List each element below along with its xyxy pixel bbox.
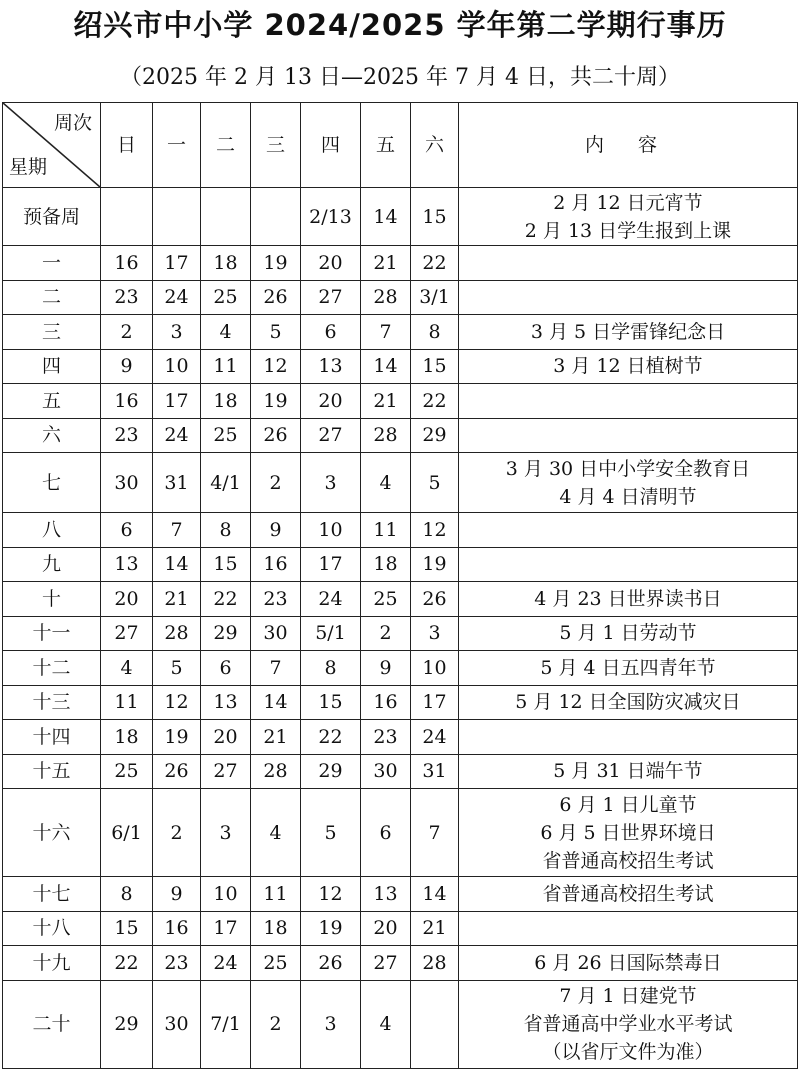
event-line: 3 月 5 日学雷锋纪念日	[530, 320, 726, 343]
week-number-cell: 十五	[3, 754, 101, 789]
date-cell-sun: 13	[101, 547, 153, 582]
week-number-cell: 二十	[3, 980, 101, 1068]
date-cell-tue: 6	[201, 651, 251, 686]
date-cell-sun: 20	[101, 582, 153, 617]
date-cell-thu: 3	[301, 453, 361, 513]
week-row	[3, 513, 798, 548]
event-line: 6 月 1 日儿童节	[559, 793, 697, 816]
week-number-cell: 十四	[3, 720, 101, 755]
event-line: 5 月 12 日全国防灾减灾日	[515, 691, 741, 714]
date-cell-thu: 20	[301, 384, 361, 419]
date-cell-mon: 5	[153, 651, 201, 686]
date-cell-sat: 17	[411, 685, 459, 720]
date-cell-fri: 23	[361, 720, 411, 755]
date-cell-mon: 21	[153, 582, 201, 617]
date-cell-thu: 6	[301, 315, 361, 350]
date-cell-mon: 23	[153, 946, 201, 981]
date-cell-fri: 21	[361, 384, 411, 419]
date-cell-tue: 13	[201, 685, 251, 720]
event-line: 省普通高中学业水平考试	[523, 1013, 733, 1035]
date-cell-thu: 15	[301, 685, 361, 720]
date-cell-sun: 15	[101, 911, 153, 946]
date-cell-sun: 16	[101, 384, 153, 419]
event-content-cell	[459, 349, 798, 384]
week-row	[3, 188, 798, 246]
date-cell-fri: 20	[361, 911, 411, 946]
date-cell-fri: 6	[361, 789, 411, 877]
date-cell-fri: 30	[361, 754, 411, 789]
date-cell-tue: 20	[201, 720, 251, 755]
week-number-cell: 四	[3, 349, 101, 384]
date-cell-mon: 16	[153, 911, 201, 946]
date-cell-sun: 22	[101, 946, 153, 981]
week-number-cell: 五	[3, 384, 101, 419]
date-cell-thu: 20	[301, 246, 361, 281]
date-cell-sat: 15	[411, 349, 459, 384]
date-cell-fri: 27	[361, 946, 411, 981]
date-cell-wed: 28	[251, 754, 301, 789]
date-cell-sat: 8	[411, 315, 459, 350]
date-cell-sat: 22	[411, 246, 459, 281]
date-cell-thu: 22	[301, 720, 361, 755]
date-cell-wed: 16	[251, 547, 301, 582]
day-header-sat: 六	[411, 103, 459, 188]
date-cell-mon: 24	[153, 418, 201, 453]
date-cell-thu: 29	[301, 754, 361, 789]
date-cell-tue: 25	[201, 280, 251, 315]
week-row	[3, 315, 798, 350]
date-cell-mon: 24	[153, 280, 201, 315]
date-cell-sat: 3/1	[411, 280, 459, 315]
date-cell-sat: 24	[411, 720, 459, 755]
date-cell-sun: 6	[101, 513, 153, 548]
date-cell-wed: 26	[251, 280, 301, 315]
date-cell-tue: 8	[201, 513, 251, 548]
week-number-label: 周次	[53, 112, 92, 134]
date-cell-mon: 7	[153, 513, 201, 548]
date-cell-fri: 13	[361, 877, 411, 912]
day-header-fri: 五	[361, 103, 411, 188]
event-content-cell	[459, 453, 798, 513]
date-cell-wed: 30	[251, 616, 301, 651]
corner-header-cell	[3, 103, 101, 188]
event-line: 3 月 30 日中小学安全教育日	[505, 457, 751, 480]
week-row	[3, 946, 798, 981]
date-cell-thu: 13	[301, 349, 361, 384]
date-cell-tue: 3	[201, 789, 251, 877]
date-cell-sat: 31	[411, 754, 459, 789]
date-cell-tue: 18	[201, 246, 251, 281]
event-content-cell	[459, 877, 798, 912]
week-row	[3, 980, 798, 1068]
date-cell-sat: 19	[411, 547, 459, 582]
date-cell-mon: 17	[153, 246, 201, 281]
week-number-cell: 十八	[3, 911, 101, 946]
event-content-cell	[459, 246, 798, 281]
date-cell-mon	[153, 188, 201, 246]
date-cell-mon: 26	[153, 754, 201, 789]
date-cell-tue: 27	[201, 754, 251, 789]
date-cell-wed: 26	[251, 418, 301, 453]
date-cell-thu: 2/13	[301, 188, 361, 246]
week-row	[3, 651, 798, 686]
date-cell-fri: 25	[361, 582, 411, 617]
date-cell-sun: 23	[101, 418, 153, 453]
date-cell-sun: 9	[101, 349, 153, 384]
event-line: 3 月 12 日植树节	[553, 355, 703, 378]
event-content-cell	[459, 384, 798, 419]
date-cell-tue: 4	[201, 315, 251, 350]
event-content-cell	[459, 188, 798, 246]
date-cell-fri: 9	[361, 651, 411, 686]
date-cell-tue	[201, 188, 251, 246]
date-cell-sun: 6/1	[101, 789, 153, 877]
event-content-cell	[459, 946, 798, 981]
page-title: 绍兴市中小学 2024/2025 学年第二学期行事历	[73, 8, 727, 42]
date-cell-sun: 25	[101, 754, 153, 789]
week-number-cell: 十一	[3, 616, 101, 651]
header-row	[3, 103, 798, 188]
date-cell-sat: 15	[411, 188, 459, 246]
date-cell-wed: 25	[251, 946, 301, 981]
date-cell-sun	[101, 188, 153, 246]
date-cell-mon: 14	[153, 547, 201, 582]
date-cell-mon: 12	[153, 685, 201, 720]
date-cell-thu: 26	[301, 946, 361, 981]
date-cell-fri: 28	[361, 280, 411, 315]
date-cell-sun: 4	[101, 651, 153, 686]
date-cell-fri: 16	[361, 685, 411, 720]
event-line: 省普通高校招生考试	[542, 882, 714, 905]
date-cell-mon: 31	[153, 453, 201, 513]
date-cell-tue: 10	[201, 877, 251, 912]
day-header-wed: 三	[251, 103, 301, 188]
event-content-cell	[459, 754, 798, 789]
week-row	[3, 582, 798, 617]
date-cell-sun: 23	[101, 280, 153, 315]
date-cell-mon: 9	[153, 877, 201, 912]
day-header-mon: 一	[153, 103, 201, 188]
event-line: 4 月 4 日清明节	[559, 485, 697, 508]
date-cell-sat: 7	[411, 789, 459, 877]
date-cell-mon: 28	[153, 616, 201, 651]
week-number-cell: 三	[3, 315, 101, 350]
week-row	[3, 754, 798, 789]
date-cell-thu: 8	[301, 651, 361, 686]
calendar-body	[3, 188, 798, 1069]
date-cell-tue: 11	[201, 349, 251, 384]
event-content-cell	[459, 280, 798, 315]
event-line: 2 月 13 日学生报到上课	[524, 219, 732, 242]
date-cell-sat: 12	[411, 513, 459, 548]
event-content-cell	[459, 547, 798, 582]
date-cell-mon: 3	[153, 315, 201, 350]
date-cell-fri: 28	[361, 418, 411, 453]
event-line: （以省厅文件为准）	[542, 1041, 714, 1063]
week-row	[3, 877, 798, 912]
date-cell-wed: 14	[251, 685, 301, 720]
date-cell-fri: 14	[361, 188, 411, 246]
date-cell-thu: 10	[301, 513, 361, 548]
date-cell-wed: 18	[251, 911, 301, 946]
day-header-sun: 日	[101, 103, 153, 188]
date-cell-fri: 21	[361, 246, 411, 281]
date-cell-thu: 5/1	[301, 616, 361, 651]
date-cell-wed: 2	[251, 980, 301, 1068]
date-cell-sun: 29	[101, 980, 153, 1068]
date-cell-wed: 11	[251, 877, 301, 912]
date-cell-sun: 27	[101, 616, 153, 651]
date-cell-tue: 17	[201, 911, 251, 946]
week-number-cell: 十七	[3, 877, 101, 912]
weekday-label: 星期	[9, 156, 48, 178]
date-cell-tue: 24	[201, 946, 251, 981]
date-cell-wed: 12	[251, 349, 301, 384]
week-number-cell: 七	[3, 453, 101, 513]
date-cell-thu: 3	[301, 980, 361, 1068]
date-cell-sun: 16	[101, 246, 153, 281]
event-line: 2 月 12 日元宵节	[553, 191, 703, 214]
week-number-cell: 十三	[3, 685, 101, 720]
week-row	[3, 453, 798, 513]
week-row	[3, 418, 798, 453]
date-cell-sat: 3	[411, 616, 459, 651]
date-cell-tue: 15	[201, 547, 251, 582]
date-cell-thu: 24	[301, 582, 361, 617]
date-cell-sat: 28	[411, 946, 459, 981]
week-number-cell: 一	[3, 246, 101, 281]
event-line: 6 月 26 日国际禁毒日	[534, 951, 722, 974]
week-row	[3, 384, 798, 419]
date-cell-wed: 23	[251, 582, 301, 617]
date-cell-wed: 7	[251, 651, 301, 686]
week-number-cell: 九	[3, 547, 101, 582]
date-cell-wed: 21	[251, 720, 301, 755]
date-cell-fri: 4	[361, 453, 411, 513]
event-line: 省普通高校招生考试	[542, 849, 714, 872]
week-number-cell: 二	[3, 280, 101, 315]
date-cell-sat: 10	[411, 651, 459, 686]
date-cell-sat: 22	[411, 384, 459, 419]
date-cell-mon: 17	[153, 384, 201, 419]
date-cell-sun: 8	[101, 877, 153, 912]
date-cell-sat: 29	[411, 418, 459, 453]
date-cell-sat: 26	[411, 582, 459, 617]
event-line: 4 月 23 日世界读书日	[534, 587, 722, 610]
date-cell-fri: 4	[361, 980, 411, 1068]
date-cell-sat	[411, 980, 459, 1068]
date-cell-fri: 11	[361, 513, 411, 548]
week-row	[3, 246, 798, 281]
date-cell-tue: 29	[201, 616, 251, 651]
date-cell-thu: 19	[301, 911, 361, 946]
date-cell-wed: 4	[251, 789, 301, 877]
event-content-cell	[459, 418, 798, 453]
date-cell-sat: 21	[411, 911, 459, 946]
week-row	[3, 685, 798, 720]
date-cell-mon: 30	[153, 980, 201, 1068]
date-cell-mon: 19	[153, 720, 201, 755]
event-line: 6 月 5 日世界环境日	[540, 821, 716, 844]
week-number-cell: 十六	[3, 789, 101, 877]
week-row	[3, 720, 798, 755]
date-cell-wed: 19	[251, 384, 301, 419]
event-content-cell	[459, 980, 798, 1068]
event-content-cell	[459, 789, 798, 877]
content-header: 内 容	[459, 103, 798, 188]
date-cell-wed: 19	[251, 246, 301, 281]
date-cell-sat: 5	[411, 453, 459, 513]
date-cell-thu: 5	[301, 789, 361, 877]
date-cell-wed	[251, 188, 301, 246]
week-number-cell: 十九	[3, 946, 101, 981]
date-cell-sat: 14	[411, 877, 459, 912]
date-cell-mon: 2	[153, 789, 201, 877]
date-cell-mon: 10	[153, 349, 201, 384]
date-cell-thu: 27	[301, 280, 361, 315]
date-cell-sun: 2	[101, 315, 153, 350]
week-row	[3, 547, 798, 582]
event-line: 7 月 1 日建党节	[559, 985, 697, 1007]
date-cell-thu: 27	[301, 418, 361, 453]
week-number-cell: 十二	[3, 651, 101, 686]
event-content-cell	[459, 616, 798, 651]
week-row	[3, 789, 798, 877]
page-subtitle: （2025 年 2 月 13 日—2025 年 7 月 4 日，共二十周）	[120, 65, 680, 90]
event-line: 5 月 4 日五四青年节	[540, 656, 716, 679]
week-row	[3, 911, 798, 946]
event-line: 5 月 31 日端午节	[553, 760, 703, 783]
day-header-tue: 二	[201, 103, 251, 188]
week-row	[3, 349, 798, 384]
date-cell-tue: 25	[201, 418, 251, 453]
week-number-cell: 预备周	[3, 188, 101, 246]
date-cell-thu: 12	[301, 877, 361, 912]
calendar-table	[2, 102, 798, 1069]
date-cell-tue: 4/1	[201, 453, 251, 513]
event-line: 5 月 1 日劳动节	[559, 622, 697, 645]
week-row	[3, 280, 798, 315]
date-cell-fri: 2	[361, 616, 411, 651]
event-content-cell	[459, 685, 798, 720]
week-number-cell: 十	[3, 582, 101, 617]
week-number-cell: 八	[3, 513, 101, 548]
date-cell-wed: 5	[251, 315, 301, 350]
event-content-cell	[459, 651, 798, 686]
date-cell-wed: 9	[251, 513, 301, 548]
date-cell-tue: 22	[201, 582, 251, 617]
date-cell-sun: 18	[101, 720, 153, 755]
day-header-thu: 四	[301, 103, 361, 188]
event-content-cell	[459, 582, 798, 617]
date-cell-fri: 18	[361, 547, 411, 582]
date-cell-sun: 11	[101, 685, 153, 720]
week-number-cell: 六	[3, 418, 101, 453]
date-cell-wed: 2	[251, 453, 301, 513]
date-cell-sun: 30	[101, 453, 153, 513]
date-cell-tue: 18	[201, 384, 251, 419]
event-content-cell	[459, 720, 798, 755]
date-cell-fri: 7	[361, 315, 411, 350]
date-cell-fri: 14	[361, 349, 411, 384]
date-cell-tue: 7/1	[201, 980, 251, 1068]
week-row	[3, 616, 798, 651]
event-content-cell	[459, 911, 798, 946]
date-cell-thu: 17	[301, 547, 361, 582]
event-content-cell	[459, 315, 798, 350]
event-content-cell	[459, 513, 798, 548]
